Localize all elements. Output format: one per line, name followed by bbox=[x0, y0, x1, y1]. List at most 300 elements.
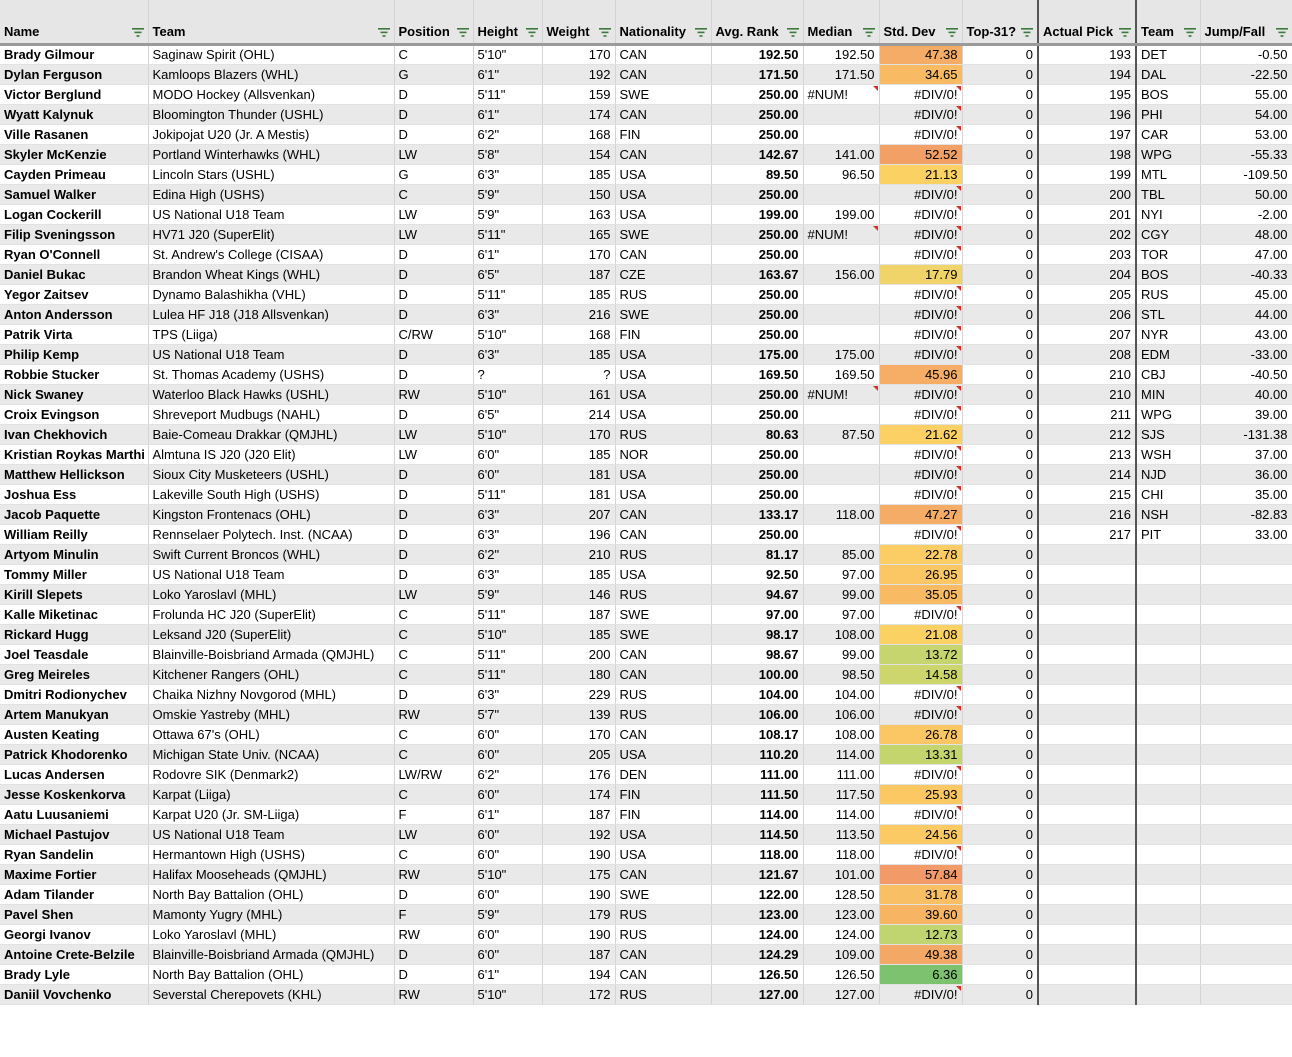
filter-icon[interactable] bbox=[863, 28, 875, 37]
cell-position[interactable] bbox=[394, 304, 473, 324]
header-actual-pick[interactable] bbox=[1038, 0, 1136, 44]
cell-position[interactable] bbox=[394, 264, 473, 284]
cell-std-dev[interactable] bbox=[879, 304, 962, 324]
filter-icon[interactable] bbox=[787, 28, 799, 37]
cell-name[interactable] bbox=[0, 684, 148, 704]
cell-nationality[interactable] bbox=[615, 144, 711, 164]
cell-std-dev[interactable] bbox=[879, 804, 962, 824]
table-row[interactable] bbox=[0, 864, 1292, 884]
cell-name[interactable] bbox=[0, 984, 148, 1004]
header-median[interactable] bbox=[803, 0, 879, 44]
cell-actual-pick[interactable] bbox=[1038, 844, 1136, 864]
cell-position[interactable] bbox=[394, 364, 473, 384]
cell-median[interactable] bbox=[803, 544, 879, 564]
cell-name[interactable] bbox=[0, 864, 148, 884]
cell-nationality[interactable] bbox=[615, 564, 711, 584]
cell-std-dev[interactable] bbox=[879, 784, 962, 804]
cell-pick-team[interactable] bbox=[1136, 204, 1200, 224]
table-row[interactable] bbox=[0, 484, 1292, 504]
cell-jump-fall[interactable] bbox=[1200, 944, 1292, 964]
cell-std-dev[interactable] bbox=[879, 364, 962, 384]
cell-position[interactable] bbox=[394, 124, 473, 144]
cell-std-dev[interactable] bbox=[879, 484, 962, 504]
cell-std-dev[interactable] bbox=[879, 984, 962, 1004]
cell-position[interactable] bbox=[394, 764, 473, 784]
cell-top-31[interactable] bbox=[962, 84, 1038, 104]
cell-pick-team[interactable] bbox=[1136, 124, 1200, 144]
cell-weight[interactable] bbox=[542, 304, 615, 324]
cell-std-dev[interactable] bbox=[879, 284, 962, 304]
table-row[interactable] bbox=[0, 724, 1292, 744]
cell-jump-fall[interactable] bbox=[1200, 264, 1292, 284]
cell-std-dev[interactable] bbox=[879, 264, 962, 284]
cell-jump-fall[interactable] bbox=[1200, 604, 1292, 624]
cell-pick-team[interactable] bbox=[1136, 224, 1200, 244]
cell-height[interactable] bbox=[473, 184, 542, 204]
cell-avg-rank[interactable] bbox=[711, 804, 803, 824]
cell-jump-fall[interactable] bbox=[1200, 184, 1292, 204]
cell-name[interactable] bbox=[0, 464, 148, 484]
cell-name[interactable] bbox=[0, 784, 148, 804]
cell-name[interactable] bbox=[0, 544, 148, 564]
cell-avg-rank[interactable] bbox=[711, 204, 803, 224]
table-row[interactable] bbox=[0, 424, 1292, 444]
cell-actual-pick[interactable] bbox=[1038, 404, 1136, 424]
cell-name[interactable] bbox=[0, 844, 148, 864]
cell-team[interactable] bbox=[148, 844, 394, 864]
cell-avg-rank[interactable] bbox=[711, 924, 803, 944]
cell-jump-fall[interactable] bbox=[1200, 824, 1292, 844]
cell-weight[interactable] bbox=[542, 864, 615, 884]
cell-pick-team[interactable] bbox=[1136, 104, 1200, 124]
cell-std-dev[interactable] bbox=[879, 144, 962, 164]
cell-weight[interactable] bbox=[542, 524, 615, 544]
cell-height[interactable] bbox=[473, 604, 542, 624]
cell-jump-fall[interactable] bbox=[1200, 864, 1292, 884]
cell-median[interactable] bbox=[803, 684, 879, 704]
cell-avg-rank[interactable] bbox=[711, 724, 803, 744]
cell-top-31[interactable] bbox=[962, 704, 1038, 724]
cell-height[interactable] bbox=[473, 684, 542, 704]
cell-nationality[interactable] bbox=[615, 104, 711, 124]
cell-name[interactable] bbox=[0, 344, 148, 364]
cell-nationality[interactable] bbox=[615, 664, 711, 684]
cell-top-31[interactable] bbox=[962, 444, 1038, 464]
cell-avg-rank[interactable] bbox=[711, 544, 803, 564]
cell-top-31[interactable] bbox=[962, 64, 1038, 84]
cell-position[interactable] bbox=[394, 684, 473, 704]
cell-height[interactable] bbox=[473, 84, 542, 104]
cell-median[interactable] bbox=[803, 64, 879, 84]
cell-name[interactable] bbox=[0, 204, 148, 224]
cell-median[interactable] bbox=[803, 424, 879, 444]
table-row[interactable] bbox=[0, 604, 1292, 624]
cell-avg-rank[interactable] bbox=[711, 384, 803, 404]
cell-avg-rank[interactable] bbox=[711, 764, 803, 784]
cell-jump-fall[interactable] bbox=[1200, 904, 1292, 924]
cell-std-dev[interactable] bbox=[879, 564, 962, 584]
cell-median[interactable] bbox=[803, 824, 879, 844]
table-row[interactable] bbox=[0, 684, 1292, 704]
cell-jump-fall[interactable] bbox=[1200, 284, 1292, 304]
cell-weight[interactable] bbox=[542, 564, 615, 584]
cell-nationality[interactable] bbox=[615, 344, 711, 364]
cell-jump-fall[interactable] bbox=[1200, 504, 1292, 524]
cell-position[interactable] bbox=[394, 544, 473, 564]
cell-median[interactable] bbox=[803, 884, 879, 904]
table-row[interactable] bbox=[0, 244, 1292, 264]
cell-median[interactable] bbox=[803, 604, 879, 624]
filter-icon[interactable] bbox=[695, 28, 707, 37]
cell-name[interactable] bbox=[0, 104, 148, 124]
cell-pick-team[interactable] bbox=[1136, 704, 1200, 724]
cell-weight[interactable] bbox=[542, 664, 615, 684]
cell-nationality[interactable] bbox=[615, 164, 711, 184]
cell-weight[interactable] bbox=[542, 784, 615, 804]
cell-jump-fall[interactable] bbox=[1200, 384, 1292, 404]
cell-team[interactable] bbox=[148, 364, 394, 384]
cell-name[interactable] bbox=[0, 764, 148, 784]
cell-std-dev[interactable] bbox=[879, 44, 962, 64]
cell-std-dev[interactable] bbox=[879, 744, 962, 764]
cell-weight[interactable] bbox=[542, 64, 615, 84]
cell-median[interactable] bbox=[803, 644, 879, 664]
cell-weight[interactable] bbox=[542, 324, 615, 344]
cell-actual-pick[interactable] bbox=[1038, 864, 1136, 884]
cell-std-dev[interactable] bbox=[879, 464, 962, 484]
header-weight[interactable] bbox=[542, 0, 615, 44]
cell-position[interactable] bbox=[394, 864, 473, 884]
cell-position[interactable] bbox=[394, 144, 473, 164]
cell-name[interactable] bbox=[0, 424, 148, 444]
cell-jump-fall[interactable] bbox=[1200, 664, 1292, 684]
cell-team[interactable] bbox=[148, 44, 394, 64]
table-row[interactable] bbox=[0, 224, 1292, 244]
cell-weight[interactable] bbox=[542, 484, 615, 504]
cell-actual-pick[interactable] bbox=[1038, 564, 1136, 584]
cell-avg-rank[interactable] bbox=[711, 124, 803, 144]
cell-top-31[interactable] bbox=[962, 384, 1038, 404]
cell-height[interactable] bbox=[473, 984, 542, 1004]
filter-icon[interactable] bbox=[457, 28, 469, 37]
cell-nationality[interactable] bbox=[615, 404, 711, 424]
cell-top-31[interactable] bbox=[962, 764, 1038, 784]
cell-name[interactable] bbox=[0, 224, 148, 244]
cell-std-dev[interactable] bbox=[879, 64, 962, 84]
cell-jump-fall[interactable] bbox=[1200, 144, 1292, 164]
cell-position[interactable] bbox=[394, 284, 473, 304]
cell-pick-team[interactable] bbox=[1136, 64, 1200, 84]
cell-median[interactable] bbox=[803, 664, 879, 684]
cell-top-31[interactable] bbox=[962, 44, 1038, 64]
cell-actual-pick[interactable] bbox=[1038, 464, 1136, 484]
cell-avg-rank[interactable] bbox=[711, 404, 803, 424]
cell-position[interactable] bbox=[394, 744, 473, 764]
cell-actual-pick[interactable] bbox=[1038, 624, 1136, 644]
cell-pick-team[interactable] bbox=[1136, 904, 1200, 924]
cell-std-dev[interactable] bbox=[879, 824, 962, 844]
cell-name[interactable] bbox=[0, 944, 148, 964]
cell-team[interactable] bbox=[148, 164, 394, 184]
cell-jump-fall[interactable] bbox=[1200, 104, 1292, 124]
cell-height[interactable] bbox=[473, 884, 542, 904]
cell-weight[interactable] bbox=[542, 224, 615, 244]
cell-jump-fall[interactable] bbox=[1200, 464, 1292, 484]
cell-top-31[interactable] bbox=[962, 304, 1038, 324]
cell-name[interactable] bbox=[0, 484, 148, 504]
cell-top-31[interactable] bbox=[962, 424, 1038, 444]
cell-weight[interactable] bbox=[542, 644, 615, 664]
cell-position[interactable] bbox=[394, 664, 473, 684]
table-row[interactable] bbox=[0, 984, 1292, 1004]
cell-weight[interactable] bbox=[542, 504, 615, 524]
cell-weight[interactable] bbox=[542, 844, 615, 864]
cell-jump-fall[interactable] bbox=[1200, 524, 1292, 544]
cell-avg-rank[interactable] bbox=[711, 424, 803, 444]
cell-position[interactable] bbox=[394, 564, 473, 584]
cell-height[interactable] bbox=[473, 824, 542, 844]
cell-position[interactable] bbox=[394, 184, 473, 204]
cell-team[interactable] bbox=[148, 224, 394, 244]
cell-team[interactable] bbox=[148, 204, 394, 224]
cell-top-31[interactable] bbox=[962, 144, 1038, 164]
cell-median[interactable] bbox=[803, 304, 879, 324]
cell-avg-rank[interactable] bbox=[711, 824, 803, 844]
cell-top-31[interactable] bbox=[962, 404, 1038, 424]
cell-team[interactable] bbox=[148, 504, 394, 524]
table-row[interactable] bbox=[0, 664, 1292, 684]
cell-std-dev[interactable] bbox=[879, 104, 962, 124]
cell-position[interactable] bbox=[394, 884, 473, 904]
cell-top-31[interactable] bbox=[962, 684, 1038, 704]
cell-height[interactable] bbox=[473, 324, 542, 344]
cell-actual-pick[interactable] bbox=[1038, 744, 1136, 764]
cell-nationality[interactable] bbox=[615, 484, 711, 504]
cell-team[interactable] bbox=[148, 624, 394, 644]
cell-height[interactable] bbox=[473, 384, 542, 404]
cell-height[interactable] bbox=[473, 584, 542, 604]
cell-weight[interactable] bbox=[542, 44, 615, 64]
cell-weight[interactable] bbox=[542, 684, 615, 704]
cell-std-dev[interactable] bbox=[879, 724, 962, 744]
cell-pick-team[interactable] bbox=[1136, 244, 1200, 264]
cell-name[interactable] bbox=[0, 964, 148, 984]
cell-jump-fall[interactable] bbox=[1200, 44, 1292, 64]
cell-actual-pick[interactable] bbox=[1038, 664, 1136, 684]
cell-weight[interactable] bbox=[542, 824, 615, 844]
cell-jump-fall[interactable] bbox=[1200, 784, 1292, 804]
cell-pick-team[interactable] bbox=[1136, 604, 1200, 624]
cell-actual-pick[interactable] bbox=[1038, 84, 1136, 104]
cell-actual-pick[interactable] bbox=[1038, 124, 1136, 144]
cell-team[interactable] bbox=[148, 564, 394, 584]
cell-position[interactable] bbox=[394, 964, 473, 984]
cell-jump-fall[interactable] bbox=[1200, 64, 1292, 84]
table-row[interactable] bbox=[0, 324, 1292, 344]
cell-pick-team[interactable] bbox=[1136, 264, 1200, 284]
table-row[interactable] bbox=[0, 824, 1292, 844]
cell-team[interactable] bbox=[148, 124, 394, 144]
cell-team[interactable] bbox=[148, 904, 394, 924]
table-row[interactable] bbox=[0, 404, 1292, 424]
cell-position[interactable] bbox=[394, 924, 473, 944]
cell-name[interactable] bbox=[0, 724, 148, 744]
filter-icon[interactable] bbox=[378, 28, 390, 37]
cell-nationality[interactable] bbox=[615, 804, 711, 824]
cell-name[interactable] bbox=[0, 404, 148, 424]
cell-std-dev[interactable] bbox=[879, 224, 962, 244]
table-row[interactable] bbox=[0, 184, 1292, 204]
cell-std-dev[interactable] bbox=[879, 164, 962, 184]
header-pick-team[interactable] bbox=[1136, 0, 1200, 44]
cell-name[interactable] bbox=[0, 244, 148, 264]
cell-jump-fall[interactable] bbox=[1200, 244, 1292, 264]
cell-nationality[interactable] bbox=[615, 44, 711, 64]
cell-weight[interactable] bbox=[542, 464, 615, 484]
cell-jump-fall[interactable] bbox=[1200, 744, 1292, 764]
cell-actual-pick[interactable] bbox=[1038, 584, 1136, 604]
cell-team[interactable] bbox=[148, 744, 394, 764]
cell-height[interactable] bbox=[473, 784, 542, 804]
table-row[interactable] bbox=[0, 704, 1292, 724]
cell-avg-rank[interactable] bbox=[711, 304, 803, 324]
cell-median[interactable] bbox=[803, 344, 879, 364]
cell-pick-team[interactable] bbox=[1136, 744, 1200, 764]
cell-team[interactable] bbox=[148, 544, 394, 564]
header-name[interactable] bbox=[0, 0, 148, 44]
cell-nationality[interactable] bbox=[615, 524, 711, 544]
cell-avg-rank[interactable] bbox=[711, 444, 803, 464]
cell-team[interactable] bbox=[148, 684, 394, 704]
cell-height[interactable] bbox=[473, 164, 542, 184]
cell-team[interactable] bbox=[148, 584, 394, 604]
cell-pick-team[interactable] bbox=[1136, 284, 1200, 304]
cell-pick-team[interactable] bbox=[1136, 684, 1200, 704]
header-nationality[interactable] bbox=[615, 0, 711, 44]
cell-name[interactable] bbox=[0, 284, 148, 304]
cell-top-31[interactable] bbox=[962, 644, 1038, 664]
cell-weight[interactable] bbox=[542, 764, 615, 784]
cell-std-dev[interactable] bbox=[879, 504, 962, 524]
cell-nationality[interactable] bbox=[615, 284, 711, 304]
cell-top-31[interactable] bbox=[962, 864, 1038, 884]
cell-name[interactable] bbox=[0, 564, 148, 584]
cell-pick-team[interactable] bbox=[1136, 804, 1200, 824]
cell-team[interactable] bbox=[148, 144, 394, 164]
cell-top-31[interactable] bbox=[962, 784, 1038, 804]
cell-nationality[interactable] bbox=[615, 624, 711, 644]
cell-top-31[interactable] bbox=[962, 624, 1038, 644]
cell-avg-rank[interactable] bbox=[711, 604, 803, 624]
cell-team[interactable] bbox=[148, 424, 394, 444]
cell-std-dev[interactable] bbox=[879, 884, 962, 904]
cell-std-dev[interactable] bbox=[879, 944, 962, 964]
cell-std-dev[interactable] bbox=[879, 384, 962, 404]
cell-name[interactable] bbox=[0, 904, 148, 924]
cell-actual-pick[interactable] bbox=[1038, 984, 1136, 1004]
cell-median[interactable] bbox=[803, 484, 879, 504]
cell-pick-team[interactable] bbox=[1136, 784, 1200, 804]
cell-avg-rank[interactable] bbox=[711, 904, 803, 924]
cell-median[interactable] bbox=[803, 444, 879, 464]
table-row[interactable] bbox=[0, 584, 1292, 604]
cell-height[interactable] bbox=[473, 424, 542, 444]
table-row[interactable] bbox=[0, 844, 1292, 864]
table-row[interactable] bbox=[0, 304, 1292, 324]
cell-team[interactable] bbox=[148, 404, 394, 424]
cell-jump-fall[interactable] bbox=[1200, 644, 1292, 664]
cell-actual-pick[interactable] bbox=[1038, 64, 1136, 84]
cell-position[interactable] bbox=[394, 204, 473, 224]
cell-avg-rank[interactable] bbox=[711, 44, 803, 64]
cell-top-31[interactable] bbox=[962, 184, 1038, 204]
table-row[interactable] bbox=[0, 44, 1292, 64]
cell-actual-pick[interactable] bbox=[1038, 684, 1136, 704]
cell-top-31[interactable] bbox=[962, 244, 1038, 264]
cell-avg-rank[interactable] bbox=[711, 644, 803, 664]
cell-avg-rank[interactable] bbox=[711, 944, 803, 964]
cell-jump-fall[interactable] bbox=[1200, 204, 1292, 224]
cell-nationality[interactable] bbox=[615, 124, 711, 144]
cell-pick-team[interactable] bbox=[1136, 344, 1200, 364]
cell-name[interactable] bbox=[0, 624, 148, 644]
cell-height[interactable] bbox=[473, 344, 542, 364]
cell-median[interactable] bbox=[803, 224, 879, 244]
table-row[interactable] bbox=[0, 744, 1292, 764]
table-row[interactable] bbox=[0, 264, 1292, 284]
cell-nationality[interactable] bbox=[615, 244, 711, 264]
header-top-31[interactable] bbox=[962, 0, 1038, 44]
cell-name[interactable] bbox=[0, 604, 148, 624]
cell-jump-fall[interactable] bbox=[1200, 84, 1292, 104]
cell-height[interactable] bbox=[473, 524, 542, 544]
cell-avg-rank[interactable] bbox=[711, 184, 803, 204]
cell-actual-pick[interactable] bbox=[1038, 244, 1136, 264]
cell-nationality[interactable] bbox=[615, 464, 711, 484]
cell-top-31[interactable] bbox=[962, 564, 1038, 584]
cell-jump-fall[interactable] bbox=[1200, 584, 1292, 604]
cell-name[interactable] bbox=[0, 164, 148, 184]
cell-median[interactable] bbox=[803, 184, 879, 204]
cell-height[interactable] bbox=[473, 404, 542, 424]
cell-position[interactable] bbox=[394, 324, 473, 344]
cell-jump-fall[interactable] bbox=[1200, 224, 1292, 244]
cell-actual-pick[interactable] bbox=[1038, 44, 1136, 64]
table-row[interactable] bbox=[0, 904, 1292, 924]
cell-pick-team[interactable] bbox=[1136, 964, 1200, 984]
filter-icon[interactable] bbox=[599, 28, 611, 37]
cell-nationality[interactable] bbox=[615, 224, 711, 244]
cell-nationality[interactable] bbox=[615, 924, 711, 944]
cell-height[interactable] bbox=[473, 964, 542, 984]
cell-height[interactable] bbox=[473, 844, 542, 864]
cell-height[interactable] bbox=[473, 464, 542, 484]
cell-top-31[interactable] bbox=[962, 884, 1038, 904]
cell-actual-pick[interactable] bbox=[1038, 764, 1136, 784]
cell-std-dev[interactable] bbox=[879, 584, 962, 604]
cell-actual-pick[interactable] bbox=[1038, 644, 1136, 664]
cell-avg-rank[interactable] bbox=[711, 244, 803, 264]
cell-height[interactable] bbox=[473, 244, 542, 264]
cell-median[interactable] bbox=[803, 384, 879, 404]
cell-actual-pick[interactable] bbox=[1038, 884, 1136, 904]
cell-pick-team[interactable] bbox=[1136, 824, 1200, 844]
cell-team[interactable] bbox=[148, 184, 394, 204]
cell-std-dev[interactable] bbox=[879, 444, 962, 464]
cell-pick-team[interactable] bbox=[1136, 664, 1200, 684]
cell-name[interactable] bbox=[0, 824, 148, 844]
filter-icon[interactable] bbox=[132, 28, 144, 37]
